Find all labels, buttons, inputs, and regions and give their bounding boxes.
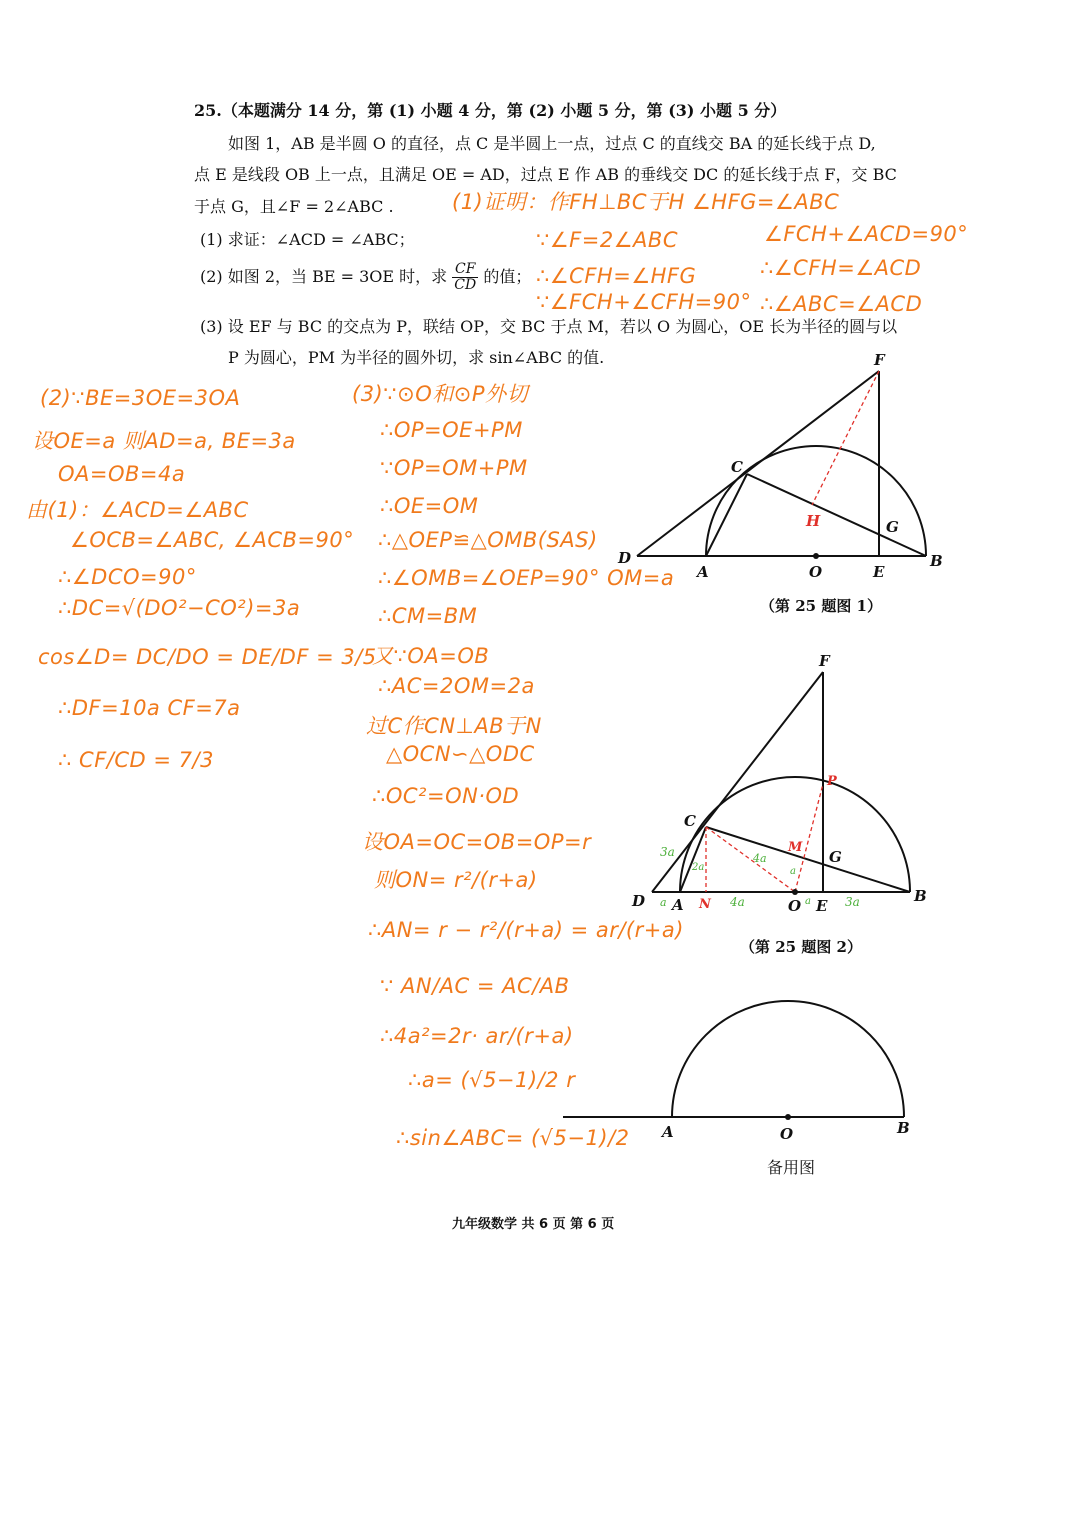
fig2-anno-8: 3a	[845, 895, 860, 909]
fig2-center-o	[792, 889, 798, 895]
fig2-line-cb	[706, 827, 910, 892]
fig1-label-h: H	[806, 512, 821, 530]
hw-part2-line-7: ∴DC=√(DO²−CO²)=3a	[58, 596, 301, 620]
hw-part3-line-15: ∴AN= r − r²/(r+a) = ar/(r+a)	[368, 918, 684, 942]
hw-part3-line-11: △OCN∽△ODC	[386, 742, 535, 766]
hw-part2-line-10: ∴ CF/CD = 7/3	[58, 748, 214, 772]
hw-part3-line-6: ∴∠OMB=∠OEP=90° OM=a	[378, 566, 675, 590]
hw-part3-line-18: ∴a= (√5−1)/2 r	[408, 1068, 576, 1092]
fig1-line-df	[637, 371, 879, 556]
hw-part2-line-3: OA=OB=4a	[58, 462, 186, 486]
hw-part3-line-10: 过C作CN⊥AB于N	[366, 714, 542, 738]
hw-part2-line-4: 由(1)：∠ACD=∠ABC	[26, 498, 249, 522]
hw-part3-line-4: ∴OE=OM	[380, 494, 479, 518]
hw-part3-line-1: (3)∵⊙O和⊙P外切	[352, 382, 528, 406]
hw-part3-line-12: ∴OC²=ON·OD	[372, 784, 520, 808]
fig2-label-p: P	[827, 774, 837, 789]
fig1-label-a: A	[697, 563, 709, 581]
fig1-line-cb	[747, 474, 926, 556]
question-2-fraction	[452, 262, 478, 293]
fig2-anno-1: 3a	[660, 845, 675, 859]
question-3-line-1: (3) 设 EF 与 BC 的交点为 P，联结 OP，交 BC 于点 M，若以 O 为圆心，OE 长为半径的圆与以	[200, 317, 898, 336]
hw-part3-line-14: 则ON= r²/(r+a)	[374, 868, 538, 892]
fig1-label-c: C	[731, 458, 743, 476]
hw-part1-line-3: ∠FCH+∠ACD=90°	[764, 222, 969, 246]
hw-part3-line-7: ∴CM=BM	[378, 604, 478, 628]
fig3-semicircle	[672, 1001, 904, 1117]
fig1-line-fh	[812, 371, 879, 505]
fraction-denominator: CD	[454, 277, 477, 293]
figure-1	[600, 340, 960, 590]
question-2	[200, 262, 531, 293]
question-3-line-2: P 为圆心，PM 为半径的圆外切，求 sin∠ABC 的值.	[228, 348, 605, 367]
hw-part1-line-1: (1)证明：作FH⊥BC于H ∠HFG=∠ABC	[452, 190, 840, 214]
hw-part2-line-6: ∴∠DCO=90°	[58, 565, 197, 589]
hw-part3-line-13: 设OA=OC=OB=OP=r	[362, 830, 592, 854]
hw-part2-line-8: cos∠D= DC/DO = DE/DF = 3/5	[38, 645, 377, 669]
problem-para-3: 于点 G，且∠F = 2∠ABC .	[194, 197, 394, 216]
hw-part3-line-16: ∵ AN/AC = AC/AB	[380, 974, 570, 998]
question-2-suffix: 的值；	[483, 267, 532, 286]
fig1-label-e: E	[873, 563, 885, 581]
hw-part2-line-5: ∠OCB=∠ABC, ∠ACB=90°	[70, 528, 355, 552]
fig2-line-df	[652, 672, 823, 892]
fig2-anno-3: 4a	[753, 852, 767, 865]
hw-part3-line-2: ∴OP=OE+PM	[380, 418, 523, 442]
fig1-label-b: B	[930, 552, 943, 570]
fig2-label-e: E	[816, 897, 828, 915]
hw-part1-line-7: ∴∠ABC=∠ACD	[760, 292, 923, 316]
fig2-anno-4: a	[790, 866, 796, 877]
hw-part1-line-6: ∵∠FCH+∠CFH=90°	[536, 290, 752, 314]
hw-part3-line-17: ∴4a²=2r· ar/(r+a)	[380, 1024, 574, 1048]
fig1-label-d: D	[618, 549, 632, 567]
fig1-label-o: O	[809, 563, 823, 581]
fig3-caption: 备用图	[767, 1158, 816, 1177]
fig2-label-o: O	[788, 897, 802, 915]
hw-part3-line-9: ∴AC=2OM=2a	[378, 674, 535, 698]
problem-para-2: 点 E 是线段 OB 上一点，且满足 OE = AD，过点 E 作 AB 的垂线交 DC 的延长线于点 F，交 BC	[194, 165, 897, 184]
fig2-anno-7: a	[805, 896, 811, 907]
question-1: (1) 求证：∠ACD = ∠ABC；	[200, 230, 415, 249]
hw-part3-line-3: ∵OP=OM+PM	[380, 456, 528, 480]
fig2-label-d: D	[632, 892, 646, 910]
fig2-caption: （第 25 题图 2）	[740, 938, 862, 956]
problem-header: 25.（本题满分 14 分，第 (1) 小题 4 分，第 (2) 小题 5 分，第 (3) 小题 5 分）	[194, 101, 787, 120]
fig1-label-f: F	[874, 351, 885, 369]
hw-part2-line-1: (2)∵BE=3OE=3OA	[40, 386, 241, 410]
hw-part3-line-8: 又∵OA=OB	[372, 644, 490, 668]
fig1-caption: （第 25 题图 1）	[760, 597, 882, 615]
fig2-line-op	[795, 784, 823, 892]
problem-para-1: 如图 1，AB 是半圆 O 的直径，点 C 是半圆上一点，过点 C 的直线交 BA 的延长线于点 D,	[228, 134, 876, 153]
fig2-label-a: A	[672, 896, 684, 914]
page-footer: 九年级数学 共 6 页 第 6 页	[452, 1217, 615, 1232]
fig2-anno-5: a	[660, 896, 667, 909]
fig1-center-o	[813, 553, 819, 559]
fig1-line-ac	[706, 474, 747, 556]
fig2-anno-2: 2a	[692, 862, 705, 873]
fig2-label-f: F	[819, 652, 830, 670]
fig2-line-co	[706, 827, 795, 892]
fig3-label-o: O	[780, 1125, 794, 1143]
hw-part2-line-2: 设OE=a 则AD=a, BE=3a	[32, 429, 296, 453]
fig3-center-o	[785, 1114, 791, 1120]
hw-part3-line-5: ∴△OEP≌△OMB(SAS)	[378, 528, 598, 552]
fig2-label-n: N	[699, 897, 711, 912]
figure-3	[555, 995, 925, 1145]
figure-2	[620, 645, 950, 915]
fig1-label-g: G	[886, 518, 899, 536]
fig2-label-g: G	[829, 848, 842, 866]
hw-part3-line-19: ∴sin∠ABC= (√5−1)/2	[396, 1126, 630, 1150]
hw-part1-line-4: ∴∠CFH=∠HFG	[536, 264, 697, 288]
fig2-label-c: C	[684, 812, 696, 830]
fig2-label-m: M	[788, 840, 803, 855]
question-2-prefix: (2) 如图 2，当 BE = 3OE 时，求	[200, 267, 448, 286]
fig2-anno-6: 4a	[730, 895, 745, 909]
fig2-label-b: B	[914, 887, 927, 905]
hw-part2-line-9: ∴DF=10a CF=7a	[58, 696, 241, 720]
fig3-label-a: A	[662, 1123, 674, 1141]
hw-part1-line-2: ∵∠F=2∠ABC	[536, 228, 678, 252]
fig3-label-b: B	[897, 1119, 910, 1137]
fraction-numerator: CF	[452, 262, 478, 278]
hw-part1-line-5: ∴∠CFH=∠ACD	[760, 256, 922, 280]
